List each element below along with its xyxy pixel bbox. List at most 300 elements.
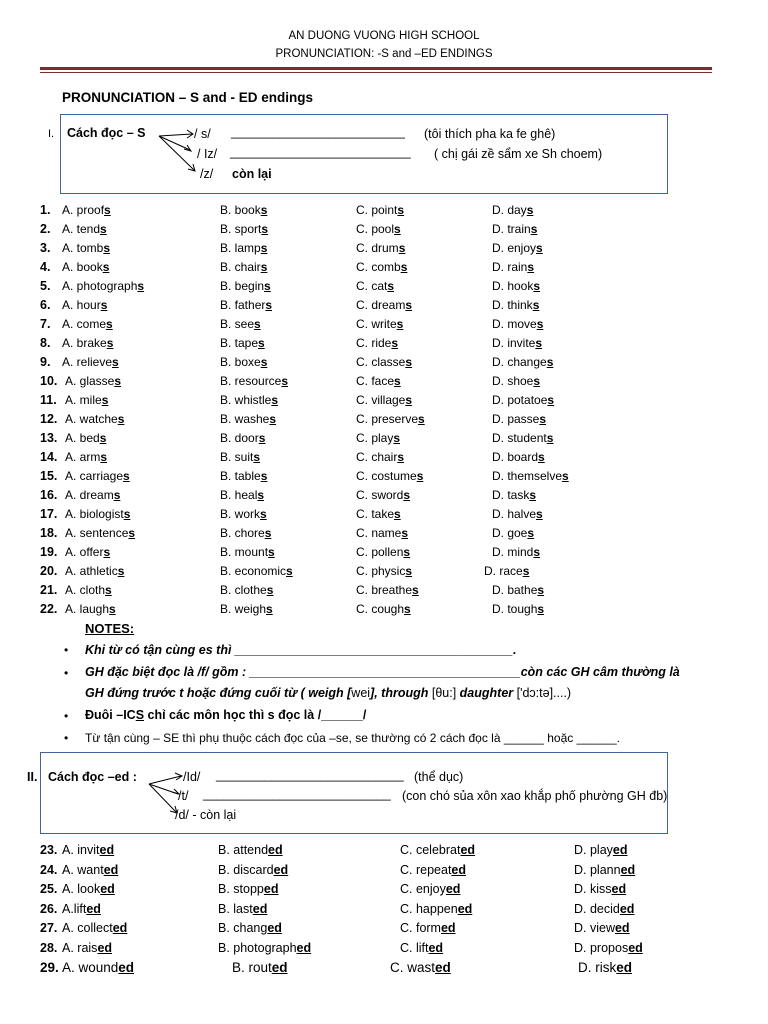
option-stem: C. pollen bbox=[356, 545, 404, 559]
option-ending: ed bbox=[616, 960, 633, 975]
question-number: 12. bbox=[40, 412, 58, 426]
iz-sound: / Iz/ bbox=[197, 147, 218, 161]
option-d[interactable] bbox=[492, 583, 544, 597]
option-ending: s bbox=[117, 412, 125, 426]
option-stem: A. collect bbox=[62, 921, 113, 935]
question-row bbox=[0, 545, 768, 564]
option-stem: A. arm bbox=[65, 450, 101, 464]
note-2a: GH đặc biệt đọc là /f/ gồm : _______________________________________còn các GH câm thường là bbox=[85, 665, 680, 679]
option-stem: C. breathe bbox=[356, 583, 413, 597]
note-1: Khi từ có tận cùng es thì ________________________________________. bbox=[85, 643, 517, 657]
option-stem: A. photograph bbox=[62, 279, 138, 293]
option-c[interactable] bbox=[356, 526, 408, 540]
option-b[interactable] bbox=[232, 960, 288, 975]
option-d[interactable] bbox=[492, 203, 533, 217]
option-c[interactable] bbox=[356, 374, 401, 388]
question-row bbox=[0, 902, 768, 921]
option-ending: ed bbox=[628, 940, 643, 955]
option-a[interactable] bbox=[62, 843, 114, 857]
option-ending: ed bbox=[252, 901, 268, 916]
option-ending: ed bbox=[440, 921, 456, 935]
bullet-icon: • bbox=[64, 731, 69, 745]
option-ending: s bbox=[405, 393, 413, 407]
option-ending: s bbox=[530, 222, 538, 236]
note-2b bbox=[85, 686, 571, 700]
option-c[interactable] bbox=[400, 863, 466, 877]
option-b[interactable] bbox=[220, 336, 265, 350]
option-stem: C. name bbox=[356, 526, 402, 540]
option-stem: A.lift bbox=[62, 901, 87, 916]
note-2b-text3: daughter bbox=[456, 686, 517, 700]
option-ending: s bbox=[260, 469, 268, 483]
header-rule-thick bbox=[40, 67, 712, 70]
option-stem: A. laugh bbox=[65, 602, 110, 616]
option-c[interactable] bbox=[356, 222, 401, 236]
bullet-icon: • bbox=[64, 666, 69, 680]
option-stem: D. train bbox=[492, 222, 531, 236]
option-stem: B. weigh bbox=[220, 602, 267, 616]
option-b[interactable] bbox=[220, 241, 267, 255]
option-ending: s bbox=[253, 450, 261, 464]
option-ending: s bbox=[114, 374, 122, 388]
question-number: 29. bbox=[40, 960, 59, 975]
option-d[interactable] bbox=[574, 941, 643, 955]
section2-roman: II. bbox=[27, 770, 38, 784]
option-stem: A. biologist bbox=[65, 507, 124, 521]
question-row bbox=[0, 241, 768, 260]
option-ending: s bbox=[257, 488, 265, 502]
option-ending: ed bbox=[451, 862, 467, 877]
option-ending: ed bbox=[435, 960, 451, 975]
option-stem: C. lift bbox=[400, 940, 429, 955]
option-ending: s bbox=[260, 355, 268, 369]
question-number: 8. bbox=[40, 336, 51, 350]
option-ending: s bbox=[112, 355, 119, 369]
option-a[interactable] bbox=[65, 431, 106, 445]
option-d[interactable] bbox=[484, 564, 529, 578]
option-ending: s bbox=[404, 602, 411, 616]
option-c[interactable] bbox=[356, 507, 401, 521]
option-ending: s bbox=[113, 488, 121, 502]
option-stem: A. dream bbox=[65, 488, 114, 502]
option-a[interactable] bbox=[62, 336, 113, 350]
option-ending: s bbox=[100, 298, 108, 312]
option-ending: s bbox=[546, 355, 554, 369]
option-b[interactable] bbox=[220, 469, 267, 483]
option-d[interactable] bbox=[492, 545, 540, 559]
option-c[interactable] bbox=[356, 241, 405, 255]
option-stem: B. washe bbox=[220, 412, 270, 426]
option-ending: s bbox=[535, 336, 543, 350]
option-a[interactable] bbox=[65, 412, 124, 426]
option-d[interactable] bbox=[492, 355, 553, 369]
option-stem: C. repeat bbox=[400, 862, 452, 877]
option-ending: ed bbox=[263, 882, 279, 896]
option-b[interactable] bbox=[220, 431, 265, 445]
option-stem: D. themselve bbox=[492, 469, 563, 483]
option-stem: D. decid bbox=[574, 901, 620, 916]
option-a[interactable] bbox=[62, 298, 107, 312]
question-row bbox=[0, 317, 768, 336]
option-d[interactable] bbox=[574, 882, 626, 896]
s-hint: (tôi thích pha ka fe ghê) bbox=[424, 127, 556, 141]
option-ending: ed bbox=[118, 960, 135, 975]
option-c[interactable] bbox=[356, 488, 410, 502]
option-stem: A. bed bbox=[65, 431, 100, 445]
option-ending: ed bbox=[460, 843, 476, 857]
option-a[interactable] bbox=[65, 564, 124, 578]
option-stem: D. hook bbox=[492, 279, 534, 293]
question-row bbox=[0, 336, 768, 355]
option-ending: s bbox=[260, 507, 267, 521]
option-b[interactable] bbox=[218, 902, 267, 916]
bullet-icon: • bbox=[64, 643, 69, 657]
option-c[interactable] bbox=[356, 545, 410, 559]
question-number: 9. bbox=[40, 355, 51, 369]
option-stem: B. work bbox=[220, 507, 261, 521]
option-stem: B. table bbox=[220, 469, 261, 483]
question-number: 18. bbox=[40, 526, 58, 540]
option-ending: s bbox=[533, 374, 541, 388]
option-c[interactable] bbox=[356, 564, 412, 578]
option-b[interactable] bbox=[220, 355, 267, 369]
option-ending: s bbox=[394, 222, 401, 236]
option-stem: C. celebrat bbox=[400, 843, 461, 857]
option-ending: s bbox=[536, 317, 544, 331]
question-number: 28. bbox=[40, 940, 58, 955]
option-d[interactable] bbox=[492, 317, 543, 331]
option-c[interactable] bbox=[390, 960, 451, 975]
option-b[interactable] bbox=[220, 279, 271, 293]
option-stem: D. task bbox=[492, 488, 530, 502]
option-c[interactable] bbox=[356, 469, 423, 483]
option-a[interactable] bbox=[65, 393, 108, 407]
option-ending: s bbox=[400, 260, 408, 274]
option-a[interactable] bbox=[65, 488, 120, 502]
option-a[interactable] bbox=[62, 241, 110, 255]
option-ending: s bbox=[266, 602, 273, 616]
option-ending: s bbox=[269, 412, 277, 426]
question-number: 23. bbox=[40, 843, 58, 857]
option-ending: s bbox=[106, 317, 113, 331]
option-a[interactable] bbox=[65, 583, 112, 597]
option-stem: B. chair bbox=[220, 260, 261, 274]
option-d[interactable] bbox=[492, 393, 554, 407]
option-ending: ed bbox=[100, 882, 115, 896]
option-ending: s bbox=[137, 279, 145, 293]
option-d[interactable] bbox=[492, 241, 543, 255]
option-d[interactable] bbox=[492, 450, 545, 464]
note-2b-ipa1: wei bbox=[351, 686, 371, 700]
notes-heading: NOTES: bbox=[85, 621, 135, 636]
option-stem: C. face bbox=[356, 374, 395, 388]
question-number: 22. bbox=[40, 602, 58, 616]
option-d[interactable] bbox=[492, 431, 553, 445]
option-stem: C. comb bbox=[356, 260, 401, 274]
option-stem: A. invit bbox=[62, 843, 100, 857]
option-d[interactable] bbox=[574, 843, 628, 857]
option-stem: D. board bbox=[492, 450, 539, 464]
question-number: 2. bbox=[40, 222, 51, 236]
note-2b-ipa3: ['dɔ:tə]....) bbox=[516, 686, 572, 700]
option-c[interactable] bbox=[400, 921, 456, 935]
option-b[interactable] bbox=[218, 843, 283, 857]
question-number: 10. bbox=[40, 374, 58, 388]
option-c[interactable] bbox=[356, 260, 407, 274]
question-number: 20. bbox=[40, 564, 58, 578]
option-c[interactable] bbox=[356, 412, 425, 426]
option-stem: A. watche bbox=[65, 412, 118, 426]
option-ending: s bbox=[264, 279, 271, 293]
option-b[interactable] bbox=[220, 602, 273, 616]
option-c[interactable] bbox=[400, 941, 443, 955]
option-stem: B. begin bbox=[220, 279, 265, 293]
option-a[interactable] bbox=[62, 355, 119, 369]
option-b[interactable] bbox=[220, 298, 272, 312]
header-rule-thin bbox=[40, 72, 712, 73]
option-ending: ed bbox=[99, 843, 115, 857]
option-c[interactable] bbox=[356, 393, 412, 407]
option-b[interactable] bbox=[220, 526, 271, 540]
option-stem: A. carriage bbox=[65, 469, 124, 483]
option-c[interactable] bbox=[356, 298, 412, 312]
option-c[interactable] bbox=[356, 450, 404, 464]
option-stem: C. chair bbox=[356, 450, 398, 464]
option-stem: A. cloth bbox=[65, 583, 106, 597]
note-3 bbox=[85, 708, 366, 722]
option-c[interactable] bbox=[356, 431, 400, 445]
option-b[interactable] bbox=[220, 564, 293, 578]
option-a[interactable] bbox=[62, 317, 113, 331]
option-b[interactable] bbox=[220, 545, 275, 559]
option-a[interactable] bbox=[65, 450, 107, 464]
option-ending: s bbox=[522, 564, 530, 578]
iz-blank[interactable]: __________________________ bbox=[230, 145, 411, 159]
option-stem: C. point bbox=[356, 203, 398, 217]
option-a[interactable] bbox=[62, 863, 118, 877]
option-d[interactable] bbox=[492, 260, 534, 274]
question-row bbox=[0, 488, 768, 507]
option-ending: ed bbox=[86, 901, 101, 916]
option-ending: ed bbox=[612, 843, 628, 857]
option-c[interactable] bbox=[400, 882, 460, 896]
option-c[interactable] bbox=[356, 279, 394, 293]
question-number: 1. bbox=[40, 203, 51, 217]
option-d[interactable] bbox=[492, 488, 536, 502]
option-ending: s bbox=[99, 431, 107, 445]
option-d[interactable] bbox=[492, 222, 537, 236]
option-ending: ed bbox=[103, 862, 119, 877]
s-blank[interactable]: _________________________ bbox=[231, 125, 405, 139]
option-stem: C. cat bbox=[356, 279, 388, 293]
option-d[interactable] bbox=[492, 336, 542, 350]
note-3-post: chỉ các môn học thì s đọc là /______/ bbox=[144, 708, 367, 722]
t-sound: /t/ bbox=[178, 789, 189, 803]
question-row bbox=[0, 298, 768, 317]
option-ending: ed bbox=[614, 921, 630, 935]
s-sound: / s/ bbox=[194, 127, 211, 141]
question-row bbox=[0, 260, 768, 279]
option-stem: B. economic bbox=[220, 564, 287, 578]
option-a[interactable] bbox=[65, 507, 130, 521]
option-stem: D. goe bbox=[492, 526, 528, 540]
note-4: Từ tận cùng – SE thì phụ thuộc cách đọc của –se, se thường có 2 cách đọc là ______ hoặc ______. bbox=[85, 731, 620, 745]
option-c[interactable] bbox=[356, 355, 412, 369]
option-stem: B. attend bbox=[218, 843, 269, 857]
option-stem: C. preserve bbox=[356, 412, 419, 426]
option-ending: s bbox=[412, 583, 419, 597]
option-c[interactable] bbox=[400, 902, 472, 916]
option-d[interactable] bbox=[578, 960, 632, 975]
option-stem: D. enjoy bbox=[492, 241, 537, 255]
option-ending: s bbox=[102, 260, 110, 274]
option-stem: A. offer bbox=[65, 545, 104, 559]
section2-label: Cách đọc –ed : bbox=[48, 770, 137, 784]
option-stem: B. boxe bbox=[220, 355, 261, 369]
option-ending: s bbox=[100, 450, 108, 464]
option-d[interactable] bbox=[574, 902, 634, 916]
option-ending: ed bbox=[268, 843, 283, 857]
option-b[interactable] bbox=[220, 488, 264, 502]
option-a[interactable] bbox=[65, 469, 130, 483]
option-b[interactable] bbox=[220, 222, 268, 236]
option-c[interactable] bbox=[400, 843, 475, 857]
option-a[interactable] bbox=[65, 374, 121, 388]
option-c[interactable] bbox=[356, 583, 419, 597]
option-stem: D. invite bbox=[492, 336, 536, 350]
question-row bbox=[0, 882, 768, 901]
option-d[interactable] bbox=[574, 863, 635, 877]
option-ending: s bbox=[391, 336, 399, 350]
option-ending: s bbox=[533, 545, 541, 559]
option-ending: s bbox=[529, 488, 537, 502]
option-b[interactable] bbox=[220, 507, 267, 521]
option-b[interactable] bbox=[220, 393, 278, 407]
option-stem: B. book bbox=[220, 203, 261, 217]
option-b[interactable] bbox=[220, 260, 267, 274]
option-d[interactable] bbox=[492, 469, 569, 483]
option-c[interactable] bbox=[356, 602, 411, 616]
option-stem: D. view bbox=[574, 921, 615, 935]
option-ending: s bbox=[123, 507, 131, 521]
option-ending: s bbox=[394, 507, 401, 521]
option-stem: B. heal bbox=[220, 488, 258, 502]
option-c[interactable] bbox=[356, 317, 403, 331]
question-row bbox=[0, 355, 768, 374]
option-b[interactable] bbox=[220, 374, 288, 388]
option-ending: ed bbox=[457, 901, 473, 916]
option-a[interactable] bbox=[62, 203, 111, 217]
option-c[interactable] bbox=[356, 203, 404, 217]
option-stem: A. want bbox=[62, 862, 104, 877]
option-a[interactable] bbox=[62, 921, 127, 935]
option-ending: ed bbox=[97, 940, 113, 955]
option-ending: s bbox=[103, 545, 111, 559]
option-a[interactable] bbox=[62, 882, 115, 896]
option-ending: s bbox=[396, 317, 404, 331]
option-ending: s bbox=[562, 469, 569, 483]
option-ending: s bbox=[537, 602, 545, 616]
question-number: 13. bbox=[40, 431, 58, 445]
option-a[interactable] bbox=[65, 545, 110, 559]
option-ending: s bbox=[106, 336, 114, 350]
option-a[interactable] bbox=[62, 222, 107, 236]
z-rest: còn lại bbox=[232, 167, 272, 181]
option-d[interactable] bbox=[492, 279, 540, 293]
option-ending: s bbox=[397, 203, 405, 217]
option-stem: B. photograph bbox=[218, 940, 297, 955]
question-row bbox=[0, 602, 768, 621]
option-d[interactable] bbox=[574, 921, 630, 935]
option-stem: A. brake bbox=[62, 336, 107, 350]
option-ending: ed bbox=[296, 940, 312, 955]
option-c[interactable] bbox=[356, 336, 398, 350]
option-b[interactable] bbox=[218, 941, 311, 955]
option-b[interactable] bbox=[220, 317, 261, 331]
note-2b-text: GH đứng trước t hoặc đứng cuối từ ( weigh [ bbox=[85, 686, 352, 700]
id-blank[interactable]: ___________________________ bbox=[216, 768, 404, 782]
option-d[interactable] bbox=[492, 374, 540, 388]
option-b[interactable] bbox=[218, 863, 288, 877]
option-d[interactable] bbox=[492, 412, 546, 426]
option-d[interactable] bbox=[492, 507, 543, 521]
option-ending: s bbox=[536, 241, 543, 255]
option-stem: D. halve bbox=[492, 507, 537, 521]
option-ending: s bbox=[405, 298, 413, 312]
option-b[interactable] bbox=[220, 412, 276, 426]
option-b[interactable] bbox=[220, 583, 273, 597]
option-d[interactable] bbox=[492, 526, 534, 540]
question-number: 7. bbox=[40, 317, 51, 331]
option-b[interactable] bbox=[220, 450, 260, 464]
option-stem: C. pool bbox=[356, 222, 395, 236]
question-number: 3. bbox=[40, 241, 51, 255]
question-row bbox=[0, 374, 768, 393]
option-d[interactable] bbox=[492, 298, 539, 312]
z-sound: /z/ bbox=[200, 167, 214, 181]
option-a[interactable] bbox=[65, 602, 116, 616]
option-ending: s bbox=[416, 469, 424, 483]
option-stem: A. relieve bbox=[62, 355, 113, 369]
option-ending: s bbox=[103, 241, 111, 255]
option-b[interactable] bbox=[220, 203, 267, 217]
d-sound: /d/ - còn lại bbox=[175, 808, 237, 822]
option-stem: C. take bbox=[356, 507, 395, 521]
question-row bbox=[0, 564, 768, 583]
option-b[interactable] bbox=[218, 921, 282, 935]
option-a[interactable] bbox=[62, 902, 101, 916]
question-number: 5. bbox=[40, 279, 51, 293]
option-ending: ed bbox=[611, 882, 627, 896]
option-a[interactable] bbox=[62, 941, 112, 955]
option-a[interactable] bbox=[62, 960, 134, 975]
question-row bbox=[0, 203, 768, 222]
option-a[interactable] bbox=[62, 279, 144, 293]
option-stem: A. glasse bbox=[65, 374, 115, 388]
question-row bbox=[0, 431, 768, 450]
option-stem: D. change bbox=[492, 355, 547, 369]
option-stem: D. mind bbox=[492, 545, 534, 559]
option-a[interactable] bbox=[65, 526, 135, 540]
t-blank[interactable]: ___________________________ bbox=[203, 787, 391, 801]
option-stem: A. come bbox=[62, 317, 107, 331]
option-stem: D. student bbox=[492, 431, 547, 445]
option-a[interactable] bbox=[62, 260, 109, 274]
option-d[interactable] bbox=[492, 602, 544, 616]
option-ending: ed bbox=[619, 901, 635, 916]
option-ending: s bbox=[100, 222, 107, 236]
option-b[interactable] bbox=[218, 882, 278, 896]
